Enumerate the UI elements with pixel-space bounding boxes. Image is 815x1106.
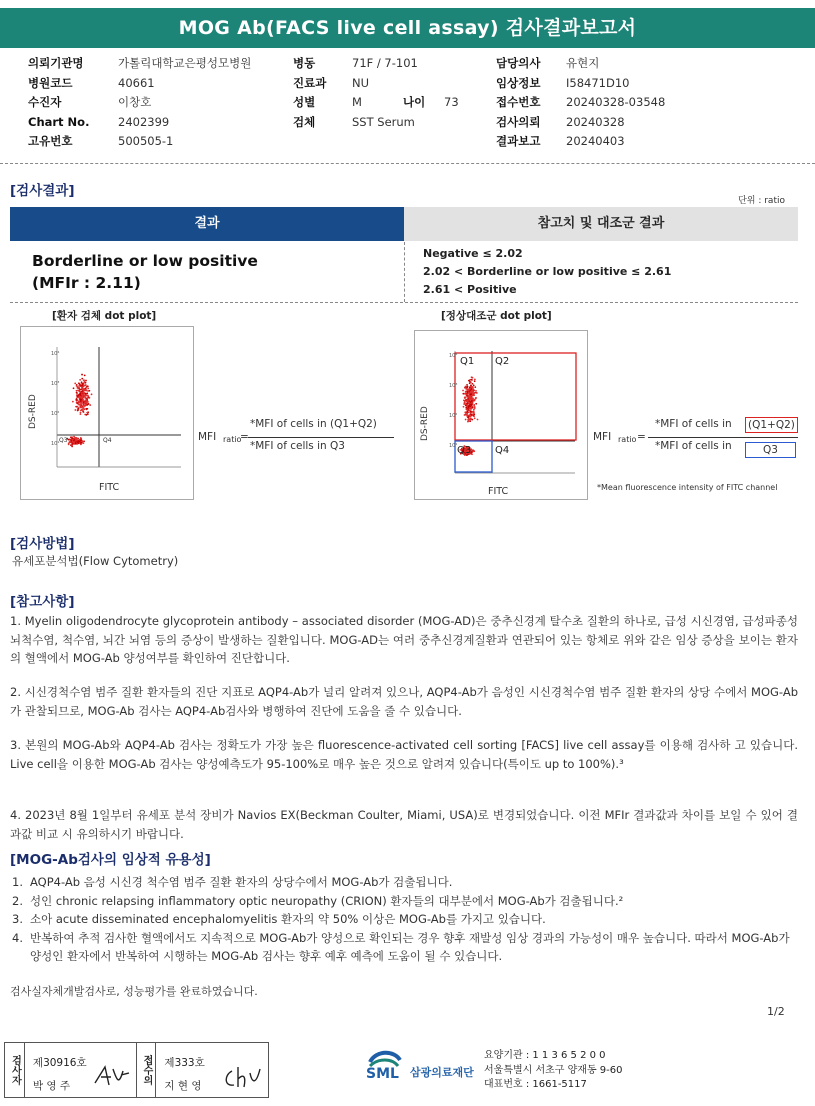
dot-plot-event xyxy=(73,387,75,389)
report-title: MOG Ab(FACS live cell assay) 검사결과보고서 xyxy=(0,8,815,48)
dot-plot-event xyxy=(88,397,90,399)
result-divider-bottom xyxy=(10,302,798,303)
dot-plot-event xyxy=(79,402,81,404)
dot-plot-event xyxy=(68,444,70,446)
control-xlabel: FITC xyxy=(488,486,509,497)
dot-plot-event xyxy=(473,392,475,394)
sig2-license: 제333호 xyxy=(164,1057,205,1069)
dot-plot-event xyxy=(473,409,475,411)
dot-plot-event xyxy=(81,374,83,376)
dot-plot-event xyxy=(77,390,79,392)
dot-plot-event xyxy=(87,390,89,392)
control-q4-label: Q4 xyxy=(495,445,510,456)
info-value: I58471D10 xyxy=(566,75,630,90)
info-value: NU xyxy=(352,75,370,90)
dot-plot-event xyxy=(470,418,472,420)
clinical-list xyxy=(12,873,802,966)
dot-plot-event xyxy=(83,440,85,442)
sig1-signature xyxy=(91,1061,131,1091)
info-label: 임상정보 xyxy=(496,75,541,90)
list-text: 성인 chronic relapsing inflammatory optic neuropathy (CRION) 환자들의 대부분에서 MOG-Ab가 검출됩니다.² xyxy=(30,893,624,908)
dot-plot-event xyxy=(472,377,474,379)
dot-plot-event xyxy=(73,440,75,442)
org-phone: 대표번호 : 1661-5117 xyxy=(484,1079,587,1090)
dot-plot-event xyxy=(82,399,84,401)
section-title-method: [검사방법] xyxy=(10,536,75,552)
note-2: 2. 시신경척수염 범주 질환 환자들의 진단 지표로 AQP4-Ab가 널리 알려져 있으나, AQP4-Ab가 음성인 시신경척수염 범주 질환 환자의 상당 수에서 MOG-Ab가 관찰되므로, MOG-Ab 검사는 AQP4-Ab검사와 병행하여 진단에 도움을 줄 수 있습니다. xyxy=(10,685,798,718)
dot-plot-event xyxy=(473,450,475,452)
info-value: 20240403 xyxy=(566,134,625,148)
dot-plot-event xyxy=(475,403,477,405)
dot-plot-event xyxy=(82,383,84,385)
dot-plot-event xyxy=(473,404,475,406)
sig2-name: 지 현 영 xyxy=(164,1080,202,1092)
dot-plot-event xyxy=(83,379,85,381)
info-col-2 xyxy=(293,54,473,132)
dot-plot-event xyxy=(86,389,88,391)
info-value: 20240328-03548 xyxy=(566,95,666,109)
dot-plot-event xyxy=(473,415,475,417)
formula-prefix: MFI xyxy=(593,431,612,443)
info-label: 담당의사 xyxy=(496,56,541,70)
dot-plot-event xyxy=(463,399,465,401)
dot-plot-event xyxy=(78,407,80,409)
dot-plot-event xyxy=(474,379,476,381)
dot-plot-event xyxy=(76,402,78,404)
section-title-notes: [참고사항] xyxy=(10,594,75,610)
section-title-result: [검사결과] xyxy=(10,183,75,199)
dot-plot-event xyxy=(86,398,88,400)
dot-plot-event xyxy=(472,392,474,394)
info-label: 병동 xyxy=(293,56,316,70)
patient-dot-plot xyxy=(20,326,194,500)
dot-plot-event xyxy=(465,396,467,398)
info-label: 검사의뢰 xyxy=(496,114,541,129)
result-header: 결과 xyxy=(10,207,404,241)
dot-plot-event xyxy=(86,412,88,414)
info-value: 가톨릭대학교은평성모병원 xyxy=(118,56,252,70)
list-text: 반복하여 추적 검사한 혈액에서도 지속적으로 MOG-Ab가 양성으로 확인되는 경우 향후 재발성 임상 경과의 가능성이 매우 높습니다. 따라서 MOG-Ab가 양성인 환자에서 반복하여 시행하는 MOG-Ab 검사는 향후 예후 예측에 도움이 될 수 있습니다. xyxy=(30,930,790,963)
dot-plot-event xyxy=(76,390,78,392)
dot-plot-event xyxy=(80,442,82,444)
info-label: 접수번호 xyxy=(496,95,541,109)
dot-plot-event xyxy=(82,397,84,399)
result-value xyxy=(32,250,258,294)
sig2-signature xyxy=(222,1061,262,1091)
unit-label: 단위 : ratio xyxy=(738,196,785,206)
dot-plot-event xyxy=(475,398,477,400)
dot-plot-event xyxy=(464,411,466,413)
dot-plot-event xyxy=(470,415,472,417)
list-num: 1. xyxy=(12,875,23,889)
dot-plot-event xyxy=(471,400,473,402)
info-label: 의뢰기관명 xyxy=(28,56,84,70)
dot-plot-event xyxy=(464,401,466,403)
org-name: 삼광의료재단 xyxy=(410,1066,474,1079)
dot-plot-event xyxy=(464,387,466,389)
dot-plot-event xyxy=(463,406,465,408)
result-divider xyxy=(404,242,405,302)
dot-plot-event xyxy=(76,392,78,394)
dot-plot-event xyxy=(470,393,472,395)
info-label: 성별 xyxy=(293,95,316,109)
svg-text:10³: 10³ xyxy=(449,383,458,389)
dot-plot-event xyxy=(73,436,75,438)
formula-denominator-text: *MFI of cells in xyxy=(655,440,732,452)
info-value: 71F / 7-101 xyxy=(352,56,418,70)
dot-plot-event xyxy=(462,390,464,392)
dot-plot-event xyxy=(82,389,84,391)
info-value: M xyxy=(352,95,362,109)
list-text: AQP4-Ab 음성 시신경 척수염 범주 질환 환자의 상당수에서 MOG-Ab가 검출됩니다. xyxy=(30,875,453,889)
dot-plot-event xyxy=(91,393,93,395)
footer xyxy=(0,1036,815,1106)
signature-box xyxy=(4,1042,269,1098)
info-label: 결과보고 xyxy=(496,134,541,148)
list-item xyxy=(12,892,802,911)
dot-plot-event xyxy=(80,400,82,402)
dot-plot-event xyxy=(82,410,84,412)
info-value: 500505-1 xyxy=(118,134,174,148)
formula-numerator-box: (Q1+Q2) xyxy=(745,417,798,433)
reference-positive: 2.61 < Positive xyxy=(423,283,517,296)
svg-text:10¹: 10¹ xyxy=(449,443,458,449)
info-label: 진료과 xyxy=(293,75,327,90)
dot-plot-event xyxy=(474,417,476,419)
method-text: 유세포분석법(Flow Cytometry) xyxy=(12,554,179,568)
dot-plot-event xyxy=(474,386,476,388)
dot-plot-event xyxy=(469,418,471,420)
svg-text:10¹: 10¹ xyxy=(51,441,60,447)
dot-plot-event xyxy=(466,402,468,404)
info-label: 고유번호 xyxy=(28,134,73,148)
svg-text:10²: 10² xyxy=(449,413,458,419)
formula-eq: = xyxy=(240,431,249,443)
sig2-role: 접수의 xyxy=(137,1043,157,1097)
dot-plot-event xyxy=(76,385,78,387)
dot-plot-event xyxy=(471,383,473,385)
dot-plot-event xyxy=(470,391,472,393)
patient-ylabel: DS-RED xyxy=(28,394,38,429)
page-number: 1/2 xyxy=(767,1005,785,1018)
dot-plot-event xyxy=(467,391,469,393)
dot-plot-event xyxy=(469,381,471,383)
list-item xyxy=(12,910,802,929)
dot-plot-event xyxy=(465,419,467,421)
dot-plot-event xyxy=(81,381,83,383)
sig1-cell xyxy=(25,1043,137,1097)
dot-plot-event xyxy=(84,374,86,376)
formula-footnote: *Mean fluorescence intensity of FITC channel xyxy=(597,483,778,492)
sig2-cell xyxy=(156,1043,268,1097)
dot-plot-event xyxy=(469,396,471,398)
dot-plot-event xyxy=(464,393,466,395)
control-q2-label: Q2 xyxy=(495,356,510,367)
org-code: 요양기관 : 1 1 3 6 5 2 0 0 xyxy=(484,1050,606,1061)
reference-negative: Negative ≤ 2.02 xyxy=(423,247,523,260)
note-1: 1. Myelin oligodendrocyte glycoprotein antibody – associated disorder (MOG-AD)은 중추신경계 탈수초 질환의 하나로, 급성 시신경염, 급성파종성 뇌척수염, 척수염, 뇌간 뇌염 등의 증상이 발생하는 질환입니다. MOG-AD는 여러 중추신경계질환과 연관되어 있는 항체로 위와 같은 임상 증상을 보이는 환자의 혈액에서 MOG-Ab 양성여부를 확인하여 진단합니다. xyxy=(10,614,798,665)
dot-plot-event xyxy=(85,400,87,402)
control-q1-label: Q1 xyxy=(460,356,475,367)
dot-plot-event xyxy=(80,385,82,387)
info-value: SST Serum xyxy=(352,114,415,129)
info-label: 검체 xyxy=(293,114,316,129)
formula-prefix: MFI xyxy=(198,431,217,443)
dot-plot-event xyxy=(466,394,468,396)
formula-numerator: *MFI of cells in (Q1+Q2) xyxy=(250,418,377,430)
dot-plot-event xyxy=(470,410,472,412)
dot-plot-event xyxy=(70,436,72,438)
list-num: 2. xyxy=(12,893,23,908)
control-q3-label: Q3 xyxy=(457,445,472,456)
formula-denominator: *MFI of cells in Q3 xyxy=(250,440,345,452)
info-label: 나이 xyxy=(403,95,426,109)
dot-plot-event xyxy=(472,407,474,409)
dot-plot-event xyxy=(81,407,83,409)
dot-plot-event xyxy=(476,392,478,394)
dot-plot-event xyxy=(477,419,479,421)
dot-plot-event xyxy=(77,442,79,444)
dot-plot-event xyxy=(469,405,471,407)
dot-plot-event xyxy=(75,438,77,440)
dot-plot-event xyxy=(466,409,468,411)
list-item xyxy=(12,873,802,892)
dot-plot-event xyxy=(75,443,77,445)
dot-plot-event xyxy=(85,380,87,382)
org-addr: 서울특별시 서초구 양재동 9-60 xyxy=(484,1064,623,1076)
formula-sub: ratio xyxy=(223,435,242,444)
control-ylabel: DS-RED xyxy=(420,406,430,441)
info-col-1 xyxy=(28,54,258,152)
patient-q3-label: Q3 xyxy=(59,437,68,444)
dot-plot-event xyxy=(87,404,89,406)
dot-plot-event xyxy=(466,411,468,413)
patient-q4-label: Q4 xyxy=(103,437,112,444)
dot-plot-event xyxy=(474,400,476,402)
dot-plot-event xyxy=(468,380,470,382)
org-logo xyxy=(364,1046,404,1086)
org-address xyxy=(484,1049,623,1093)
list-num: 3. xyxy=(12,912,23,926)
dot-plot-event xyxy=(473,384,475,386)
dot-plot-event xyxy=(466,386,468,388)
formula-numerator-text: *MFI of cells in xyxy=(655,418,732,430)
control-plot-svg xyxy=(415,331,587,499)
dot-plot-event xyxy=(85,404,87,406)
patient-xlabel: FITC xyxy=(99,482,120,493)
patient-plot-label: [환자 검체 dot plot] xyxy=(52,310,157,322)
dot-plot-event xyxy=(84,402,86,404)
dot-plot-event xyxy=(82,442,84,444)
dot-plot-event xyxy=(466,388,468,390)
info-value: 이창호 xyxy=(118,95,152,109)
dot-plot-event xyxy=(471,453,473,455)
dot-plot-event xyxy=(85,414,87,416)
note-3: 3. 본원의 MOG-Ab와 AQP4-Ab 검사는 정확도가 가장 높은 fluorescence-activated cell sorting [FACS] live cell assay를 이용해 검사하 고 있습니다. Live cell을 이용한 MOG-Ab 검사는 양성예측도가 95-100%로 매우 높은 것으로 알려져 있습니다(특이도 up to 100%).³ xyxy=(10,738,798,771)
svg-text:10⁴: 10⁴ xyxy=(449,353,458,359)
dot-plot-event xyxy=(85,408,87,410)
formula-sub: ratio xyxy=(618,435,637,444)
info-value: 20240328 xyxy=(566,114,625,129)
dot-plot-event xyxy=(80,413,82,415)
svg-text:10³: 10³ xyxy=(51,381,60,387)
dot-plot-event xyxy=(81,409,83,411)
dot-plot-event xyxy=(466,415,468,417)
dot-plot-event xyxy=(80,412,82,414)
dot-plot-event xyxy=(472,397,474,399)
result-interpretation: Borderline or low positive xyxy=(32,252,258,270)
info-col-3 xyxy=(496,54,696,152)
dot-plot-event xyxy=(83,407,85,409)
dot-plot-event xyxy=(74,383,76,385)
info-value: 2402399 xyxy=(118,114,170,129)
dot-plot-event xyxy=(79,379,81,381)
dot-plot-event xyxy=(474,380,476,382)
dot-plot-event xyxy=(77,395,79,397)
sig1-license: 제30916호 xyxy=(32,1057,87,1069)
info-label: 수진자 xyxy=(28,95,62,109)
dot-plot-event xyxy=(87,394,89,396)
dot-plot-event xyxy=(86,386,88,388)
dot-plot-event xyxy=(470,408,472,410)
dot-plot-event xyxy=(78,388,80,390)
dot-plot-event xyxy=(470,379,472,381)
info-value: 40661 xyxy=(118,75,155,90)
info-value: 유현지 xyxy=(566,56,600,70)
sig1-name: 박 영 주 xyxy=(32,1080,71,1092)
reference-ranges xyxy=(423,245,671,299)
info-label: 병원코드 xyxy=(28,75,73,90)
formula-eq: = xyxy=(637,431,646,443)
dot-plot-event xyxy=(464,414,466,416)
dot-plot-event xyxy=(87,388,89,390)
dot-plot-event xyxy=(84,395,86,397)
reference-header: 참고치 및 대조군 결과 xyxy=(404,207,798,241)
formula-denominator-box: Q3 xyxy=(745,442,796,458)
logo-text: SML xyxy=(366,1066,399,1082)
dot-plot-event xyxy=(76,398,78,400)
note-4: 4. 2023년 8월 1일부터 유세포 분석 장비가 Navios EX(Beckman Coulter, Miami, USA)로 변경되었습니다. 이전 MFIr 결과값과 차이를 보일 수 있어 결과값 비교 시 유의하시기 바랍니다. xyxy=(10,808,798,841)
closing-text: 검사실자체개발검사로, 성능평가를 완료하였습니다. xyxy=(10,985,258,998)
dot-plot-event xyxy=(81,394,83,396)
sig1-role: 검사자 xyxy=(5,1043,25,1097)
patient-plot-svg xyxy=(21,327,193,499)
reference-borderline: 2.02 < Borderline or low positive ≤ 2.61 xyxy=(423,265,672,278)
section-title-clinical: [MOG-Ab검사의 임상적 유용성] xyxy=(10,852,211,868)
info-label: Chart No. xyxy=(28,114,90,129)
dot-plot-event xyxy=(472,388,474,390)
svg-text:10⁴: 10⁴ xyxy=(51,351,60,357)
dot-plot-event xyxy=(472,413,474,415)
dot-plot-event xyxy=(68,439,70,441)
dot-plot-event xyxy=(474,406,476,408)
dot-plot-event xyxy=(470,386,472,388)
dot-plot-event xyxy=(81,378,83,380)
dot-plot-event xyxy=(77,406,79,408)
dot-plot-event xyxy=(71,444,73,446)
list-item xyxy=(12,929,802,966)
dot-plot-event xyxy=(468,420,470,422)
dot-plot-event xyxy=(79,398,81,400)
patient-formula xyxy=(198,416,398,456)
list-num: 4. xyxy=(12,930,23,945)
section-divider xyxy=(0,163,815,164)
dot-plot-event xyxy=(77,440,79,442)
dot-plot-event xyxy=(84,397,86,399)
result-mfir: (MFIr : 2.11) xyxy=(32,274,141,292)
dot-plot-event xyxy=(467,406,469,408)
control-formula xyxy=(593,414,803,460)
dot-plot-event xyxy=(466,384,468,386)
dot-plot-event xyxy=(84,384,86,386)
svg-text:10²: 10² xyxy=(51,411,60,417)
dot-plot-event xyxy=(74,409,76,411)
dot-plot-event xyxy=(467,398,469,400)
dot-plot-event xyxy=(85,393,87,395)
control-dot-plot xyxy=(414,330,588,500)
control-plot-label: [정상대조군 dot plot] xyxy=(441,310,552,322)
dot-plot-event xyxy=(471,403,473,405)
dot-plot-event xyxy=(80,437,82,439)
dot-plot-event xyxy=(89,404,91,406)
dot-plot-event xyxy=(72,401,74,403)
list-text: 소아 acute disseminated encephalomyelitis 환자의 약 50% 이상은 MOG-Ab를 가지고 있습니다. xyxy=(30,912,546,926)
dot-plot-event xyxy=(475,390,477,392)
info-value: 73 xyxy=(444,95,459,109)
dot-plot-event xyxy=(79,404,81,406)
